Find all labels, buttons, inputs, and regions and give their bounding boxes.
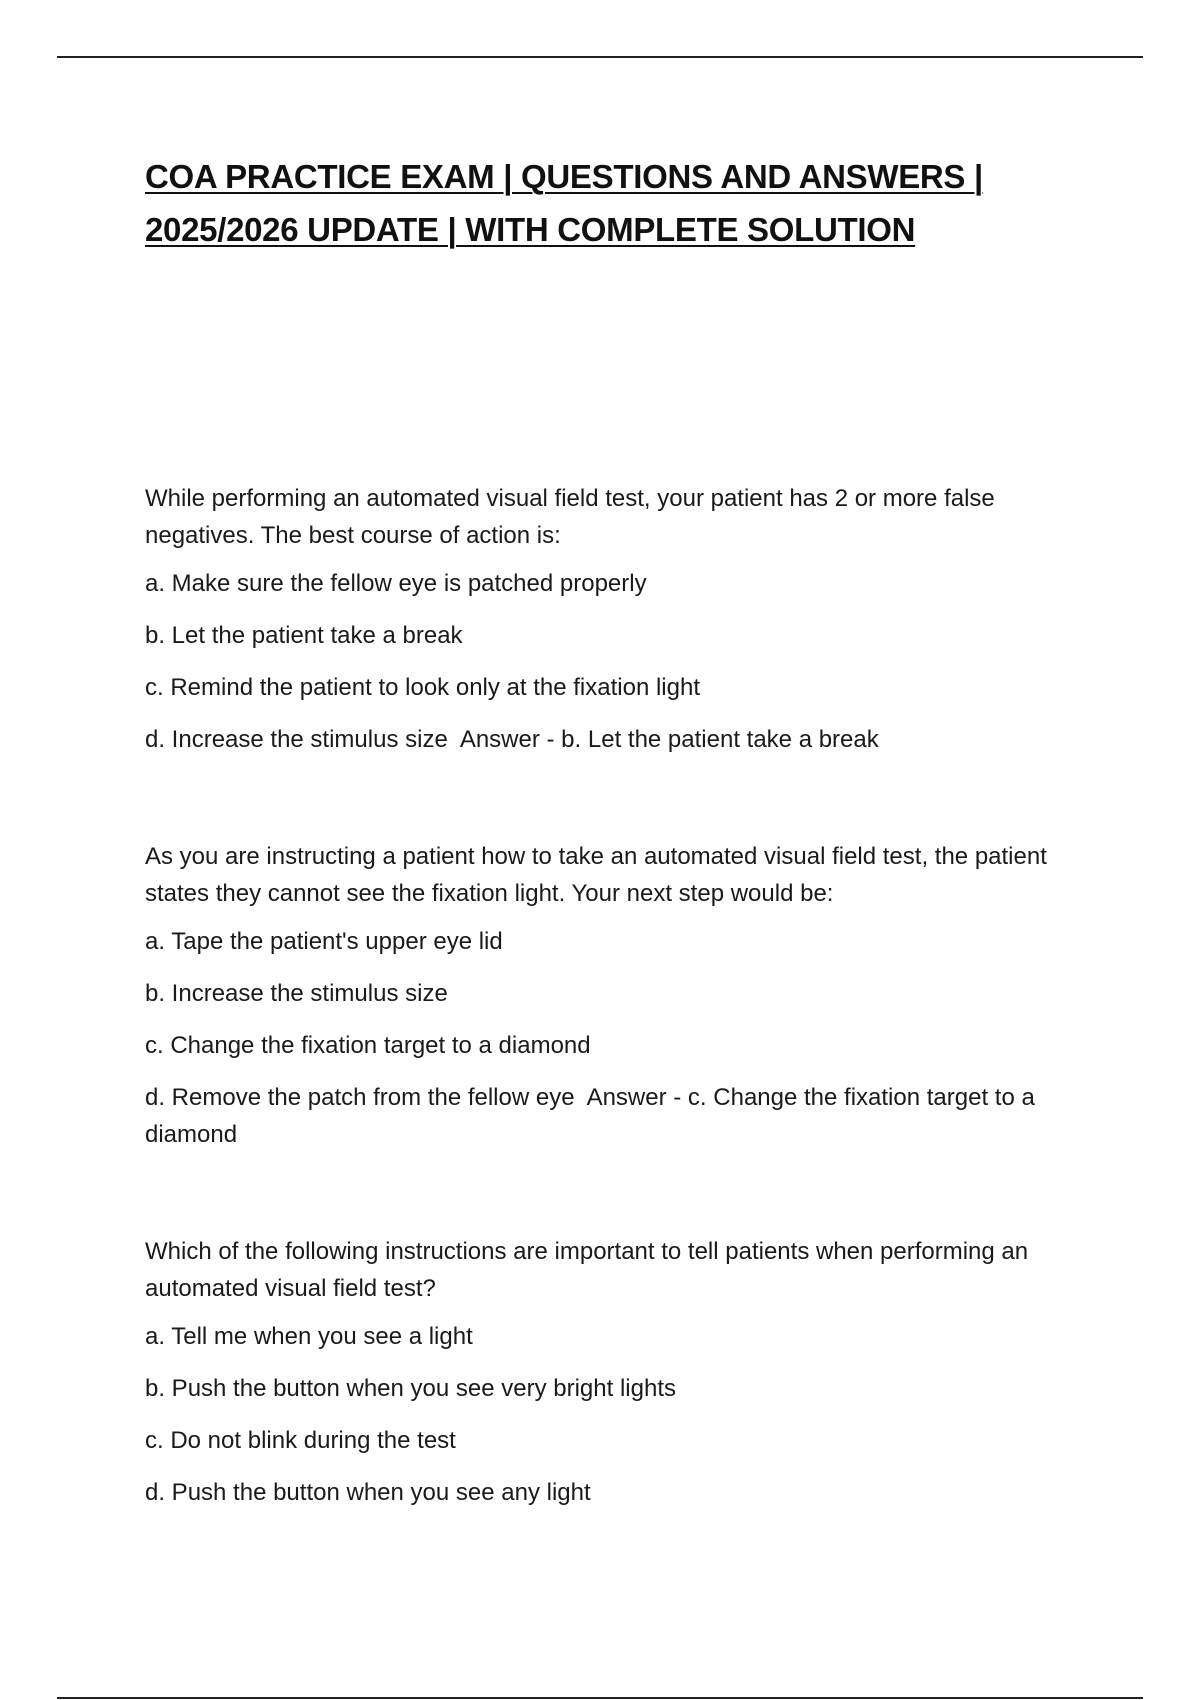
option-b: b. Let the patient take a break (145, 622, 463, 649)
option-c: c. Remind the patient to look only at the fixation light (145, 674, 700, 701)
option-d-text: d. Remove the patch from the fellow eye (145, 1084, 575, 1111)
option-d-text: d. Increase the stimulus size (145, 726, 448, 753)
option-b: b. Push the button when you see very bright lights (145, 1375, 676, 1402)
top-rule (57, 56, 1143, 58)
bottom-rule (57, 1697, 1143, 1699)
question-text: As you are instructing a patient how to take an automated visual field test, the patient states they cannot see the fixation light. Your next step would be: (145, 843, 1047, 907)
option-b: b. Increase the stimulus size (145, 980, 448, 1007)
question-text: Which of the following instructions are important to tell patients when performing an automated visual field test? (145, 1238, 1029, 1302)
option-d (145, 721, 1065, 758)
option-a: a. Make sure the fellow eye is patched properly (145, 570, 647, 597)
option-d: d. Push the button when you see any light (145, 1479, 591, 1506)
question-text: While performing an automated visual field test, your patient has 2 or more false negatives. The best course of action is: (145, 485, 995, 549)
option-a: a. Tell me when you see a light (145, 1323, 473, 1350)
option-d (145, 1079, 1065, 1153)
question-block (145, 838, 1065, 1168)
answer-text: Answer - b. Let the patient take a break (459, 726, 879, 753)
option-c: c. Do not blink during the test (145, 1427, 456, 1454)
answer-text: Answer - c. Change the fixation target to a diamond (145, 1084, 1035, 1148)
question-block (145, 480, 1065, 773)
option-c: c. Change the fixation target to a diamond (145, 1032, 591, 1059)
option-a: a. Tape the patient's upper eye lid (145, 928, 503, 955)
page-title: COA PRACTICE EXAM | QUESTIONS AND ANSWERS | 2025/2026 UPDATE | WITH COMPLETE SOLUTION (145, 158, 983, 248)
question-block (145, 1233, 1065, 1526)
